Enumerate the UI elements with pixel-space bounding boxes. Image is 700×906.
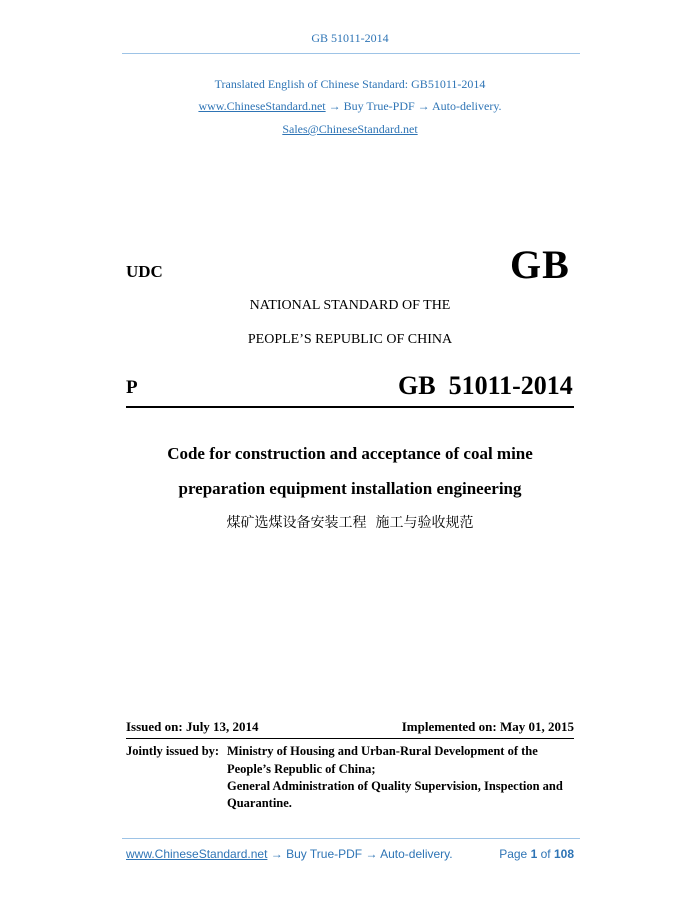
page-of-label: of <box>540 847 551 861</box>
implemented-date: Implemented on: May 01, 2015 <box>401 719 574 734</box>
promo-buy-text: → Buy True-PDF → Auto-delivery. <box>328 99 502 113</box>
page-number: 1 <box>530 847 538 861</box>
promo-buy-line <box>0 99 700 114</box>
issuer-line2: People’s Republic of China; <box>227 762 376 776</box>
dates-rule <box>126 738 574 739</box>
page-label: Page <box>499 847 528 861</box>
promo-site-link[interactable]: www.ChineseStandard.net <box>198 99 326 113</box>
udc-label: UDC <box>126 262 163 281</box>
footer-site-link[interactable]: www.ChineseStandard.net <box>126 847 268 861</box>
class-code: P <box>126 377 138 398</box>
footer-buy-text: → Buy True-PDF → Auto-delivery. <box>270 847 453 861</box>
standard-number-rule <box>126 406 574 408</box>
promo-email-link[interactable]: Sales@ChineseStandard.net <box>282 122 418 136</box>
page-indicator <box>466 847 574 861</box>
issuer-line1: Ministry of Housing and Urban-Rural Development of the <box>227 744 538 758</box>
footer-rule <box>122 838 580 839</box>
standard-number: GB 51011-2014 <box>398 371 573 400</box>
issuer-line4: Quarantine. <box>227 796 292 810</box>
national-standard-line2: PEOPLE’S REPUBLIC OF CHINA <box>247 332 453 347</box>
issuer-line3: General Administration of Quality Supervision, Inspection and <box>227 779 563 793</box>
promo-email-line <box>0 122 700 137</box>
promo-line: Translated English of Chinese Standard: GB51011-2014 <box>214 77 486 91</box>
issuers-label: Jointly issued by: <box>126 744 220 758</box>
national-standard-line1: NATIONAL STANDARD OF THE <box>249 298 451 313</box>
running-header: GB 51011-2014 <box>311 31 389 45</box>
title-en-line1: Code for construction and acceptance of coal mine <box>167 444 533 463</box>
page-total: 108 <box>553 847 574 861</box>
header-rule <box>122 53 580 54</box>
title-cn: 煤矿选煤设备安装工程 施工与验收规范 <box>226 515 474 531</box>
title-en-line2: preparation equipment installation engineering <box>178 479 522 498</box>
footer-promo <box>126 847 453 861</box>
issued-date: Issued on: July 13, 2014 <box>126 719 259 734</box>
gb-mark: GB <box>510 242 570 287</box>
